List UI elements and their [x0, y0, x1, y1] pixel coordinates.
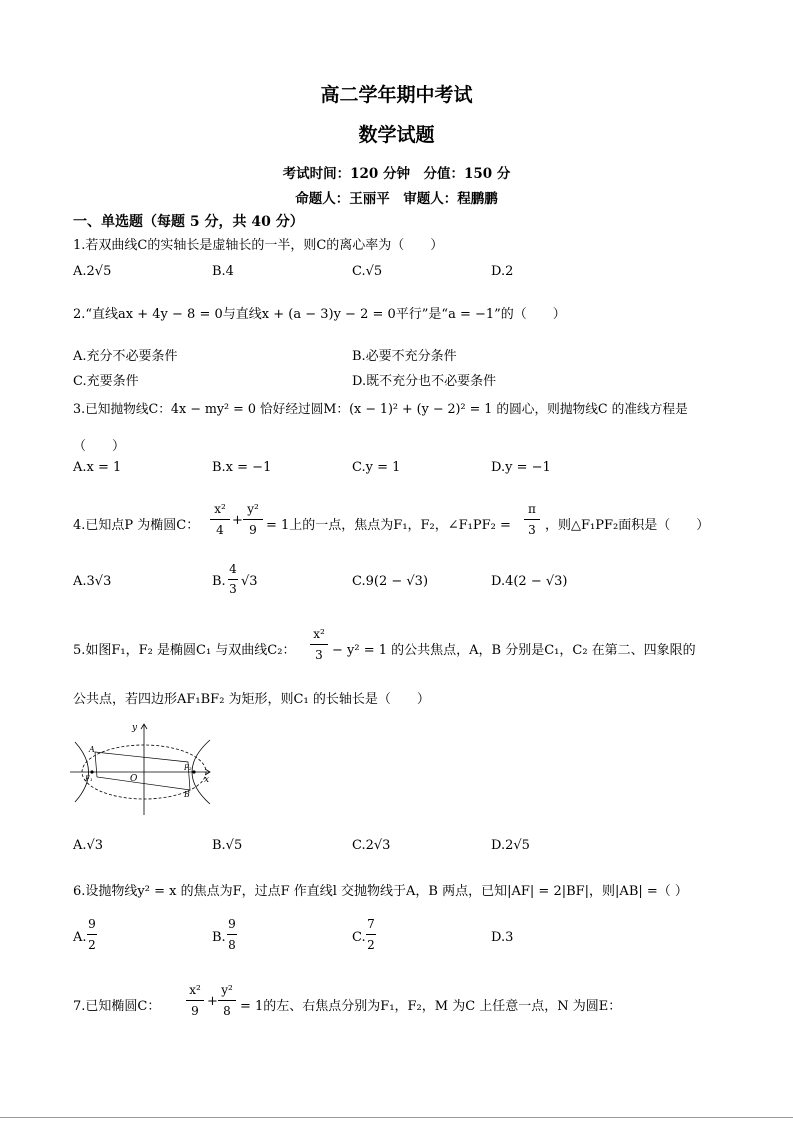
- section-heading: 一、单选题（每题 5 分，共 40 分）: [73, 214, 304, 230]
- question-1-option-a: A.2√5: [73, 264, 112, 279]
- question-2-option-b: B.必要不充分条件: [352, 349, 457, 364]
- focus-f1: [90, 770, 93, 773]
- label-o: O: [130, 774, 138, 784]
- question-5-figure: [70, 722, 215, 817]
- question-4-option-a: A.3√3: [73, 574, 112, 589]
- question-2-option-a: A.充分不必要条件: [73, 349, 178, 364]
- exam-time-score: 考试时间：120 分钟 分值：150 分: [282, 166, 511, 182]
- label-x: x: [204, 775, 210, 785]
- question-3-option-d: D.y = −1: [491, 460, 551, 475]
- question-6-option-b: B.: [212, 930, 226, 945]
- question-5-option-a: A.√3: [73, 838, 104, 853]
- q6-a-den: 2: [88, 938, 96, 952]
- question-5-option-d: D.2√5: [491, 838, 530, 853]
- q5-frac-num: x²: [313, 627, 325, 641]
- q7-frac1-bar: [186, 1000, 204, 1001]
- q4-frac2-den: 9: [249, 523, 257, 537]
- label-a: A: [89, 745, 95, 754]
- question-4-stem-a: 4.已知点P 为椭圆C：: [73, 518, 200, 533]
- question-6-option-c: C.: [352, 930, 366, 945]
- q7-plus: +: [207, 994, 218, 1009]
- label-y: y: [132, 723, 138, 733]
- q7-frac2-den: 8: [223, 1004, 231, 1018]
- q6-c-bar: [366, 934, 376, 935]
- q4-frac1-den: 4: [216, 523, 224, 537]
- question-5-stem-b: − y² = 1 的公共焦点，A，B 分别是C₁，C₂ 在第二、四象限的: [332, 643, 696, 658]
- question-6-option-d: D.3: [491, 930, 514, 945]
- q4-frac2-bar: [243, 519, 263, 520]
- question-2-option-d: D.既不充分也不必要条件: [352, 374, 497, 389]
- question-3-option-c: C.y = 1: [352, 460, 401, 475]
- q4-optb-num: 4: [229, 562, 237, 576]
- q7-frac1-num: x²: [189, 983, 201, 997]
- q4-plus: +: [232, 513, 243, 528]
- q4-frac1-bar: [210, 519, 230, 520]
- question-7-stem-a: 7.已知椭圆C：: [73, 999, 161, 1014]
- question-2-option-c: C.充要条件: [73, 374, 139, 389]
- question-1-option-d: D.2: [491, 264, 514, 279]
- exam-authors: 命题人：王丽平 审题人：程鹏鹏: [295, 191, 498, 207]
- label-b: B: [184, 790, 190, 799]
- question-5-option-c: C.2√3: [352, 838, 391, 853]
- question-3-option-b: B.x = −1: [212, 460, 272, 475]
- question-1-option-c: C.√5: [352, 264, 383, 279]
- q4-optb-den: 3: [229, 582, 237, 596]
- page-bottom-rule: [0, 1117, 793, 1118]
- page-title: 高二学年期中考试: [320, 84, 473, 106]
- question-5-stem-a: 5.如图F₁，F₂ 是椭圆C₁ 与双曲线C₂：: [73, 643, 296, 658]
- rectangle-af1bf2: [95, 752, 190, 790]
- q6-a-bar: [87, 934, 97, 935]
- q7-frac2-num: y²: [221, 983, 233, 997]
- q5-frac-bar: [310, 644, 328, 645]
- question-4-option-c: C.9(2 − √3): [352, 574, 429, 589]
- question-5-option-b: B.√5: [212, 838, 243, 853]
- q4-optb-tail: √3: [241, 574, 258, 589]
- q7-frac2-bar: [218, 1000, 236, 1001]
- question-7-stem-b: = 1的左、右焦点分别为F₁，F₂，M 为C 上任意一点，N 为圆E：: [240, 999, 622, 1014]
- q6-b-den: 8: [228, 938, 236, 952]
- question-4-stem-c: ，则△F₁PF₂面积是（ ）: [545, 518, 710, 533]
- question-4-stem-b: = 1上的一点，焦点为F₁，F₂，∠F₁PF₂ =: [266, 518, 511, 533]
- label-f1: F₁: [85, 775, 93, 783]
- q6-b-num: 9: [228, 917, 236, 931]
- question-4-option-b: B.: [212, 574, 226, 589]
- q4-frac3-den: 3: [528, 523, 536, 537]
- question-3-stem: 3.已知抛物线C：4x − my² = 0 恰好经过圆M：(x − 1)² + (y − 2)² = 1 的圆心，则抛物线C 的准线方程是: [73, 401, 688, 416]
- question-1-option-b: B.4: [212, 264, 234, 279]
- q6-c-num: 7: [367, 917, 375, 931]
- q4-frac2-num: y²: [247, 502, 259, 516]
- question-1-stem: 1.若双曲线C的实轴长是虚轴长的一半，则C的离心率为（ ）: [73, 238, 444, 253]
- q5-frac-den: 3: [315, 648, 323, 662]
- question-6-stem: 6.设抛物线y² = x 的焦点为F，过点F 作直线l 交抛物线于A，B 两点，已知|AF| = 2|BF|，则|AB| =（ ）: [73, 884, 688, 899]
- q4-frac3-num: π: [528, 502, 536, 516]
- focus-f2: [192, 770, 195, 773]
- q6-c-den: 2: [367, 938, 375, 952]
- question-3-stem-cont: （ ）: [73, 439, 126, 454]
- question-5-stem-cont: 公共点，若四边形AF₁BF₂ 为矩形，则C₁ 的长轴长是（ ）: [73, 692, 430, 707]
- q4-frac3-bar: [524, 519, 540, 520]
- question-2-stem: 2.“直线ax + 4y − 8 = 0与直线x + (a − 3)y − 2 = 0平行”是“a = −1”的（ ）: [73, 307, 566, 322]
- label-f2: F₂: [184, 764, 192, 772]
- q4-frac1-num: x²: [214, 502, 226, 516]
- question-3-option-a: A.x = 1: [73, 460, 122, 475]
- q6-b-bar: [227, 934, 237, 935]
- question-6-option-a: A.: [73, 930, 87, 945]
- q4-optb-bar: [228, 579, 238, 580]
- q6-a-num: 9: [88, 917, 96, 931]
- page-subtitle: 数学试题: [358, 124, 435, 146]
- q7-frac1-den: 9: [191, 1004, 199, 1018]
- question-4-option-d: D.4(2 − √3): [491, 574, 568, 589]
